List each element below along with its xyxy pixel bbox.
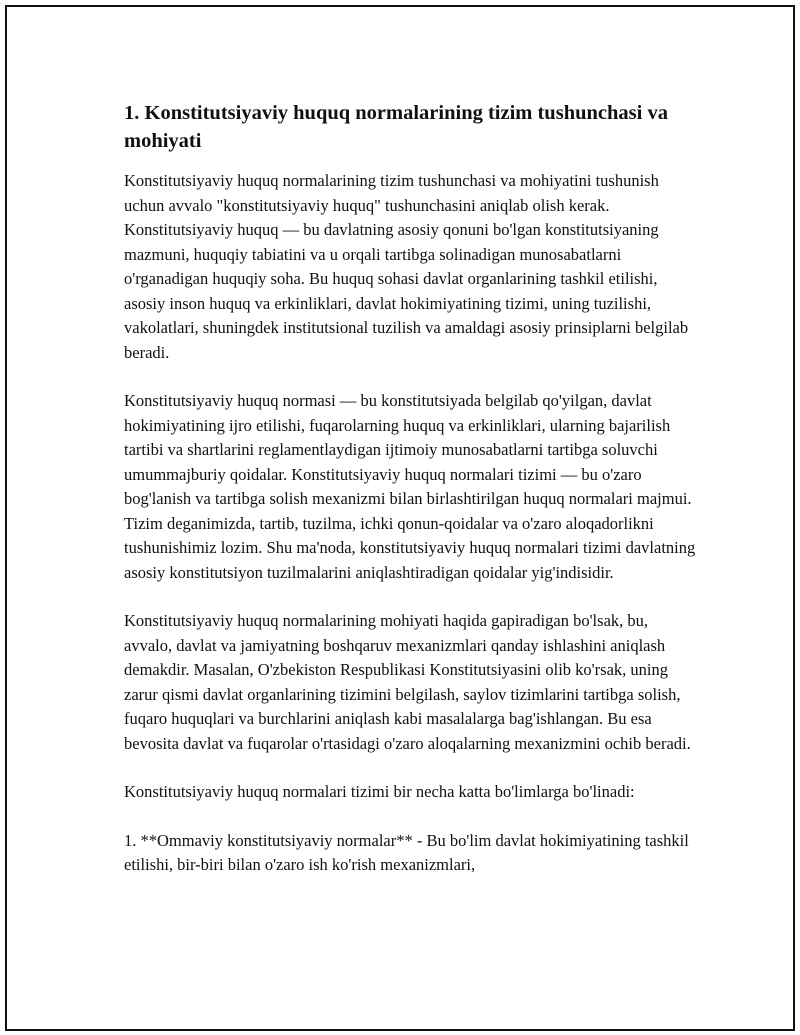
- paragraph-essence: Konstitutsiyaviy huquq normalarining mohiyati haqida gapiradigan bo'lsak, bu, avvalo, davlat va jamiyatning boshqaruv mexanizmlari qanday ishlashini aniqlash demakdir. Masalan, O'zbekiston Respublikasi Konstitutsiyasini olib ko'rsak, uning zarur qismi davlat organlarining tizimini belgilash, saylov tizimlarini tartibga solish, fuqaro huquqlari va burchlarini aniqlash kabi masalalarga bag'ishlangan. Bu esa bevosita davlat va fuqarolar o'rtasidagi o'zaro aloqalarning mexanizmini ochib beradi.: [124, 611, 691, 753]
- paragraph-definition: Konstitutsiyaviy huquq normalarining tizim tushunchasi va mohiyatini tushunish uchun avvalo "konstitutsiyaviy huquq" tushunchasini aniqlab olish kerak. Konstitutsiyaviy huquq — bu davlatning asosiy qonuni bo'lgan konstitutsiyaning mazmuni, huquqiy tabiatini va u orqali tartibga solinadigan munosabatlarni o'rganadigan huquqiy soha. Bu huquq sohasi davlat organlarining tashkil etilishi, asosiy inson huquq va erkinliklari, davlat hokimiyatining tizimi, uning tuzilishi, vakolatlari, shuningdek institutsional tuzilish va amaldagi asosiy prinsiplarni belgilab beradi.: [124, 171, 689, 362]
- section-heading: 1. Konstitutsiyaviy huquq normalarining tizim tushunchasi va mohiyati: [124, 102, 668, 152]
- paragraph-norm: Konstitutsiyaviy huquq normasi — bu konstitutsiyada belgilab qo'yilgan, davlat hokimiyatining ijro etilishi, fuqarolarning huquq va erkinliklari, ularning bajarilish tartibi va shartlarini reglamentlaydigan ijtimoiy munosabatlarni tartibga soluvchi umummajburiy qoidalar. Konstitutsiyaviy huquq normalari tizimi — bu o'zaro bog'lanish va tartibga solish mexanizmi bilan birlashtirilgan huquq normalari majmui. Tizim deganimizda, tartib, tuzilma, ichki qonun-qoidalar va o'zaro aloqadorlikni tushunishimiz lozim. Shu ma'noda, konstitutsiyaviy huquq normalari tizimi davlatning asosiy konstitutsiyon tuzilmalarini aniqlashtiradigan qoidalar yig'indisidir.: [124, 391, 696, 582]
- paragraph-list-item-1: 1. **Ommaviy konstitutsiyaviy normalar** - Bu bo'lim davlat hokimiyatining tashkil etilishi, bir-biri bilan o'zaro ish ko'rish mexanizmlari,: [124, 830, 689, 874]
- paragraph-divisions: Konstitutsiyaviy huquq normalari tizimi bir necha katta bo'limlarga bo'linadi:: [124, 782, 635, 801]
- document-body: [124, 99, 696, 902]
- page-frame: [5, 5, 795, 1031]
